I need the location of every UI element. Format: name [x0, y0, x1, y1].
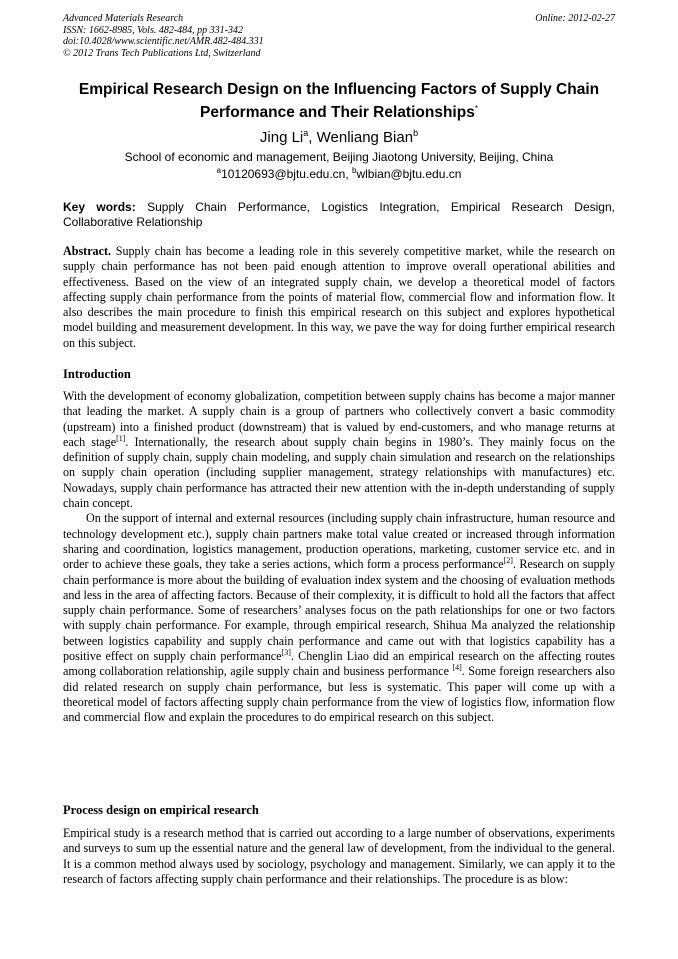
- journal-header: [63, 13, 615, 59]
- author-affil-mark: b: [413, 128, 419, 138]
- section-heading-process-design: Process design on empirical research: [63, 803, 259, 817]
- paragraph-text: . Internationally, the research about supply chain begins in 1980’s. They mainly focus on the definition of supply chain, supply chain modeling, and supply chain simulation and research on the relationships on supply chain operation (including supplier management, strategy relationships with manufactures) etc. Nowadays, supply chain performance has attracted their new attention with the in-depth understanding of supply chain concept.: [63, 434, 615, 511]
- abstract-text: Supply chain has become a leading role in this severely competitive market, while the research on supply chain performance has not been paid enough attention to improve overall operational abilities and effectiveness. Based on the view of an integrated supply chain, we develop a theoretical model of factors affecting supply chain performance from the points of material flow, commercial flow and information flow. It also describes the main procedure to finish this empirical research on this subject and explores hypothetical model building and measurement development. In this way, we pave the way for doing further empirical research on this subject.: [63, 244, 615, 350]
- citation: [4]: [452, 663, 462, 673]
- email-mark: b: [352, 166, 357, 175]
- journal-issn: ISSN: 1662-8985, Vols. 482-484, pp 331-342: [63, 24, 243, 36]
- paragraph: [63, 389, 615, 511]
- citation: [2]: [503, 556, 513, 566]
- paper-title-text: Empirical Research Design on the Influencing Factors of Supply Chain Performance and Their Relationships: [78, 81, 600, 122]
- author-email: 10120693@bjtu.edu.cn,: [221, 167, 353, 181]
- citation: [1]: [116, 433, 126, 443]
- paragraph-text: On the support of internal and external resources (including supply chain infrastructure, human resource and technology development etc.), supply chain partners make total value created or increased through information sharing and coordination, logistics management, production operations, marketing, customer service etc. and in order to achieve these goals, they take a series actions, which form a process performance: [63, 511, 615, 572]
- paragraph-text: . Research on supply chain performance is more about the building of evaluation index system and the choosing of evaluation methods and less in the area of affecting factors. Because of their complexity, it is difficult to hold all the factors that affect supply chain performance. Some of researchers’ analyses focus on the path relationships for one or two factors with supply chain performance. For example, through empirical research, Shihua Ma analyzed the relationship between logistics capability and supply chain performance and came out with that logistics capability has a positive effect on supply chain performance: [63, 557, 615, 664]
- keywords-text: Supply Chain Performance, Logistics Integration, Empirical Research Design, Collaborative Relationship: [63, 200, 615, 229]
- author-email: wlbian@bjtu.edu.cn: [356, 167, 462, 181]
- journal-doi: doi:10.4028/www.scientific.net/AMR.482-484.331: [63, 36, 264, 47]
- email-mark: a: [216, 166, 222, 175]
- introduction-body: [63, 389, 615, 726]
- paragraph-text: . Some foreign researchers also did related research on supply chain performance, but less is systematic. This paper will come up with a theoretical model of factors affecting supply chain performance from the view of logistics flow, information flow and commercial flow and explain the procedures to do empirical research on this subject.: [63, 664, 615, 725]
- affiliation-emails: [50, 164, 628, 181]
- section-heading-introduction: Introduction: [63, 367, 131, 381]
- paragraph: [63, 511, 615, 725]
- online-date: Online: 2012-02-27: [535, 13, 615, 24]
- affiliation: [50, 150, 628, 181]
- journal-name: Advanced Materials Research: [63, 13, 184, 24]
- author-name: Wenliang Bian: [316, 129, 414, 146]
- citation: [3]: [281, 648, 291, 658]
- title-footnote-mark: *: [474, 104, 478, 113]
- abstract-label: Abstract.: [63, 244, 112, 258]
- keywords: [63, 200, 615, 229]
- paragraph: Empirical study is a research method that is carried out according to a large number of observations, experiments and surveys to sum up the essential nature and the general law of development, from the individual to the general. It is a common method always used by sociology, psychology and management. Similarly, we can apply it to the research of factors affecting supply chain performance and their relationships. The procedure is as blow:: [63, 826, 615, 886]
- process-body: [63, 826, 615, 887]
- paragraph-text: . Chenglin Liao did an empirical research on the affecting routes among collaboration relationship, agile supply chain and business performance: [63, 649, 615, 679]
- keywords-label: Key words:: [63, 200, 136, 214]
- abstract: [63, 244, 615, 351]
- author-separator: ,: [308, 129, 317, 146]
- paper-title: [50, 80, 628, 122]
- paper-authors: [50, 124, 628, 147]
- author-name: Jing Li: [259, 129, 304, 146]
- author-affil-mark: a: [303, 128, 309, 138]
- affiliation-school: School of economic and management, Beijing Jiaotong University, Beijing, China: [124, 150, 554, 164]
- journal-copyright: © 2012 Trans Tech Publications Ltd, Switzerland: [63, 47, 261, 59]
- paragraph-text: With the development of economy globalization, competition between supply chains has become a major manner that leading the market. A supply chain is a group of partners who collectively convert a basic commodity (upstream) into a finished product (downstream) that is valued by end-customers, and who manage returns at each stage: [63, 389, 615, 449]
